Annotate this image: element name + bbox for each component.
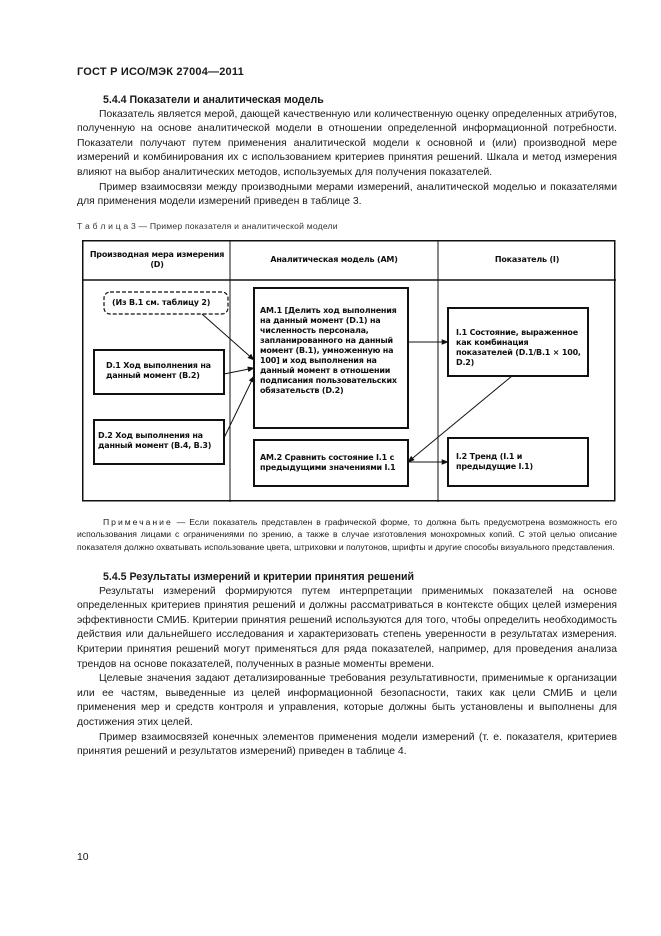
paragraph: Пример взаимосвязи между производными мерами измерений, аналитической моделью и показателями для применения модели измерений приведен в таблице 3. [77, 181, 617, 208]
d1-label: D.1 Ход выполнения на данный момент (В.2) [106, 361, 211, 380]
i2-label: I.2 Тренд (I.1 и предыдущие I.1) [456, 452, 533, 471]
ref-box-label: (Из В.1 см. таблицу 2) [112, 298, 211, 307]
am1-label: АМ.1 [Делить ход выполнения на данный момент (D.1) на численность персонала, запланированного на данный момент (В.1), умноженную на 100] и ход выполнения на данный момент в отношении подписания пользовательских обязательств (D.2) [260, 306, 397, 395]
section-heading: 5.4.4 Показатели и аналитическая модель [103, 94, 324, 106]
section-5-4-5 [77, 570, 617, 760]
i1-label: I.1 Состояние, выраженное как комбинация показателей (D.1/В.1 × 100, D.2) [456, 328, 581, 367]
note-text: — Если показатель представлен в графической форме, то должна быть предусмотрена возможность его использования лицами с ограничениями по зрению, а также в случае изготовления монохромных копий. С этой целью описание показателя должно охватывать использование цвета, штриховки и полутонов, шрифты и другие способы визуального представления. [77, 517, 617, 552]
paragraph: Результаты измерений формируются путем интерпретации применимых показателей на основе определенных критериев принятия решений и должны рассматриваться в контексте общих целей измерения эффективности СМИБ. Критерии принятия решений используются для того, чтобы определить необходимость действия или дальнейшего исследования и характеризовать степень уверенности в результатах измерения. Критерии принятия решений могут применяться для ряда показателей, например, для проведения анализа трендов на основе показателей, полученных в разные моменты времени. [77, 585, 617, 670]
d2-label: D.2 Ход выполнения на данный момент (В.4, В.3) [98, 431, 212, 450]
arrow-ref-to-am1 [202, 314, 254, 360]
page-number: 10 [77, 852, 89, 863]
table-caption: Т а б л и ц а 3 — Пример показателя и аналитической модели [77, 221, 338, 231]
note-label: Примечание [103, 517, 173, 527]
standard-title: ГОСТ Р ИСО/МЭК 27004—2011 [77, 66, 244, 78]
arrow-i1-to-am2 [408, 376, 512, 462]
table-3-diagram [82, 240, 616, 502]
section-5-4-4 [77, 93, 617, 210]
column-header-i: Показатель (I) [494, 255, 560, 264]
section-heading: 5.4.5 Результаты измерений и критерии принятия решений [103, 571, 415, 583]
paragraph: Пример взаимосвязей конечных элементов применения модели измерений (т. е. показателя, критериев принятия решений и результатов измерений) приведен в таблице 4. [77, 731, 617, 758]
arrow-d1-to-am1 [224, 368, 254, 374]
paragraph: Целевые значения задают детализированные требования результативности, применимые к организации или ее частям, выведенные из целей информационной безопасности, таких как цели СМИБ и цели применения мер и средств контроля и управления, которые должны быть установлены и выполнены для достижения этих целей. [77, 673, 617, 728]
paragraph: Показатель является мерой, дающей качественную или количественную оценку определенных атрибутов, полученную на основе аналитической модели в отношении определенной информационной потребности. Показатели получают путем применения аналитической модели к основной и (или) производной мере измерений и комбинирования их с использованием критериев принятия решений. Шкала и метод измерения влияют на выбор аналитических методов, используемых для получения показателей. [77, 108, 617, 178]
column-header-am: Аналитическая модель (AM) [270, 255, 398, 264]
am2-label: АМ.2 Сравнить состояние I.1 с предыдущими значениями I.1 [260, 453, 396, 472]
arrow-d2-to-am1 [224, 376, 254, 438]
table-note [77, 516, 617, 553]
column-header-d: Производная мера измерения (D) [89, 250, 225, 269]
